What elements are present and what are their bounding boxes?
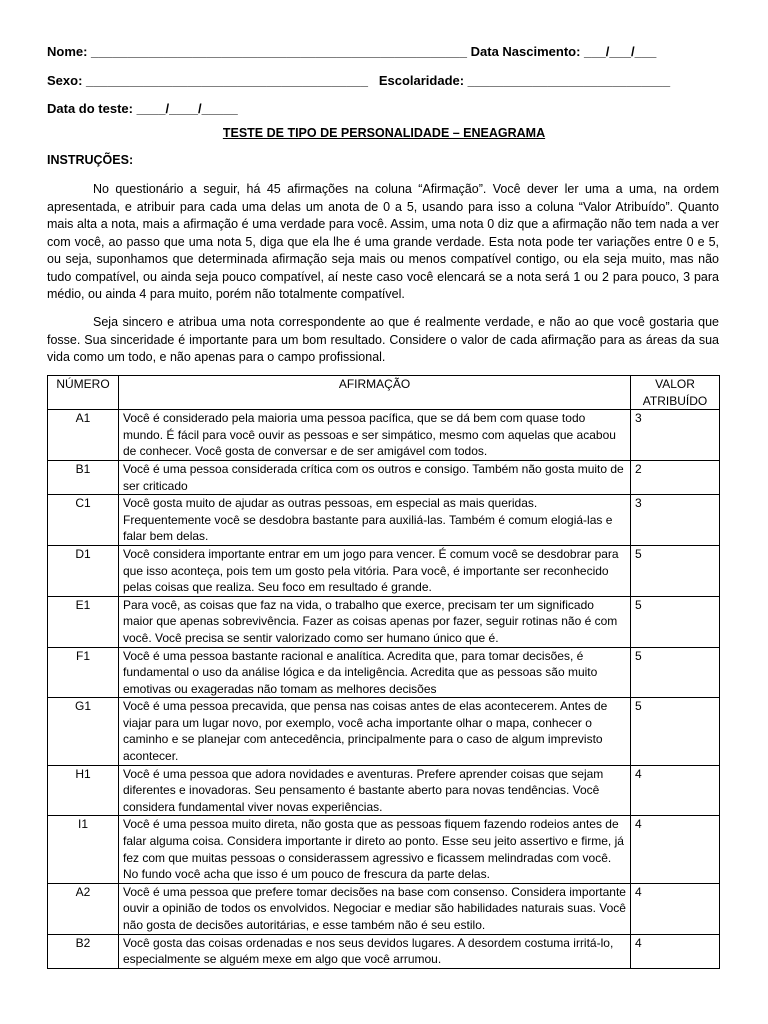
row-statement: Você é uma pessoa que prefere tomar decisões na base com consenso. Considera importante ouvir a opinião de todos os envolvidos. Negociar e mediar são habilidades naturais suas. Você não gosta de decisões autoritárias, e esse também não é seu estilo. [119, 883, 631, 934]
row-number: D1 [48, 545, 119, 596]
value-column-header: VALOR ATRIBUÍDO [631, 376, 720, 410]
row-value: 5 [631, 596, 720, 647]
table-row [48, 883, 720, 934]
table-row [48, 765, 720, 816]
row-statement: Você é uma pessoa bastante racional e analítica. Acredita que, para tomar decisões, é fundamental o uso da análise lógica e da inteligência. Acredita que as pessoas são muito emotivas ou exageradas não tomam as melhores decisões [119, 647, 631, 698]
document-title: TESTE DE TIPO DE PERSONALIDADE – ENEAGRAMA [222, 126, 546, 140]
number-column-header: NÚMERO [48, 376, 119, 410]
statements-table [47, 375, 720, 969]
sex-schooling-field: Sexo: _______________________________________ Escolaridade: ____________________________ [47, 73, 671, 88]
row-statement: Você gosta das coisas ordenadas e nos seus devidos lugares. A desordem costuma irritá-lo, especialmente se alguém mexe em algo que você arrumou. [119, 934, 631, 968]
row-statement: Você é uma pessoa que adora novidades e aventuras. Prefere aprender coisas que sejam diferentes e inovadoras. Seu pensamento é bastante aberto para novas tendências. Você considera fundamental viver novas experiências. [119, 765, 631, 816]
instructions-paragraph: Seja sincero e atribua uma nota correspondente ao que é realmente verdade, e não ao que você gostaria que fosse. Sua sinceridade é importante para um bom resultado. Considere o valor de cada afirmação para as áreas da sua vida como um todo, e não apenas para o campo profissional. [47, 315, 719, 364]
row-number: A2 [48, 883, 119, 934]
row-value: 2 [631, 460, 720, 494]
row-value: 3 [631, 495, 720, 546]
row-value: 3 [631, 410, 720, 461]
table-row [48, 647, 720, 698]
row-number: B2 [48, 934, 119, 968]
row-value: 5 [631, 647, 720, 698]
table-row [48, 460, 720, 494]
row-number: C1 [48, 495, 119, 546]
table-row [48, 410, 720, 461]
row-value: 4 [631, 765, 720, 816]
row-statement: Você gosta muito de ajudar as outras pessoas, em especial as mais queridas. Frequentemente você se desdobra bastante para auxiliá-las. Também é comum elogiá-las e falar bem delas. [119, 495, 631, 546]
table-header-row [48, 376, 720, 410]
row-value: 4 [631, 934, 720, 968]
row-statement: Você é uma pessoa precavida, que pensa nas coisas antes de elas acontecerem. Antes de viajar para um lugar novo, por exemplo, você acha importante olhar o mapa, conhecer o caminho e se planejar com antecedência, principalmente para o caso de algum imprevisto acontecer. [119, 698, 631, 765]
row-value: 5 [631, 698, 720, 765]
table-row [48, 545, 720, 596]
row-number: H1 [48, 765, 119, 816]
name-birthdate-field: Nome: ____________________________________________________ Data Nascimento: ___/___/___ [47, 44, 657, 59]
table-row [48, 816, 720, 883]
row-number: G1 [48, 698, 119, 765]
row-statement: Para você, as coisas que faz na vida, o trabalho que exerce, precisam ter um significado maior que apenas sobrevivência. Fazer as coisas apenas por fazer, seguir rotinas não é com você. Você precisa se sentir valorizado como ser humano único que é. [119, 596, 631, 647]
instructions-paragraph: No questionário a seguir, há 45 afirmações na coluna “Afirmação”. Você dever ler uma a uma, na ordem apresentada, e atribuir para cada uma delas um anota de 0 a 5, usando para isso a coluna “Valor Atribuído”. Quanto mais alta a nota, mais a afirmação é uma verdade para você. Assim, uma nota 0 diz que a afirmação não tem nada a ver com você, ao passo que uma nota 5, diga que ela lhe é uma grande verdade. Esta nota pode ter variações entre 0 e 5, ou seja, suponhamos que determinada afirmação seja mais ou menos compatível contigo, ou ela seja muito, mas não tudo compatível, ou ainda seja pouco compatível, aí neste caso você elencará se a nota será 1 ou 2 para pouco, 3 para médio, ou ainda 4 para muito, porém não totalmente compatível. [47, 182, 719, 301]
statement-column-header: AFIRMAÇÃO [119, 376, 631, 410]
row-statement: Você é considerado pela maioria uma pessoa pacífica, que se dá bem com quase todo mundo. É fácil para você ouvir as pessoas e ser simpático, mesmo com aquelas que acabou de conhecer. Você gosta de conversar e de ser amigável com todos. [119, 410, 631, 461]
row-value: 5 [631, 545, 720, 596]
row-number: F1 [48, 647, 119, 698]
instructions-heading: INSTRUÇÕES: [47, 153, 134, 167]
test-date-field: Data do teste: ____/____/_____ [47, 101, 238, 116]
row-statement: Você considera importante entrar em um jogo para vencer. É comum você se desdobrar para que isso aconteça, pois tem um gosto pela vitória. Para você, é importante ser reconhecido pelas coisas que realiza. Seu foco em resultado é grande. [119, 545, 631, 596]
table-row [48, 495, 720, 546]
row-statement: Você é uma pessoa muito direta, não gosta que as pessoas fiquem fazendo rodeios antes de falar alguma coisa. Considera importante ir direto ao ponto. Esse seu jeito assertivo e firme, já fez com que muitas pessoas o considerassem agressivo e ficassem melindradas com você. No fundo você acha que isso é um pouco de frescura da parte delas. [119, 816, 631, 883]
row-number: I1 [48, 816, 119, 883]
row-number: E1 [48, 596, 119, 647]
row-value: 4 [631, 883, 720, 934]
table-row [48, 596, 720, 647]
table-row [48, 934, 720, 968]
row-number: B1 [48, 460, 119, 494]
row-value: 4 [631, 816, 720, 883]
table-row [48, 698, 720, 765]
row-statement: Você é uma pessoa considerada crítica com os outros e consigo. Também não gosta muito de ser criticado [119, 460, 631, 494]
row-number: A1 [48, 410, 119, 461]
